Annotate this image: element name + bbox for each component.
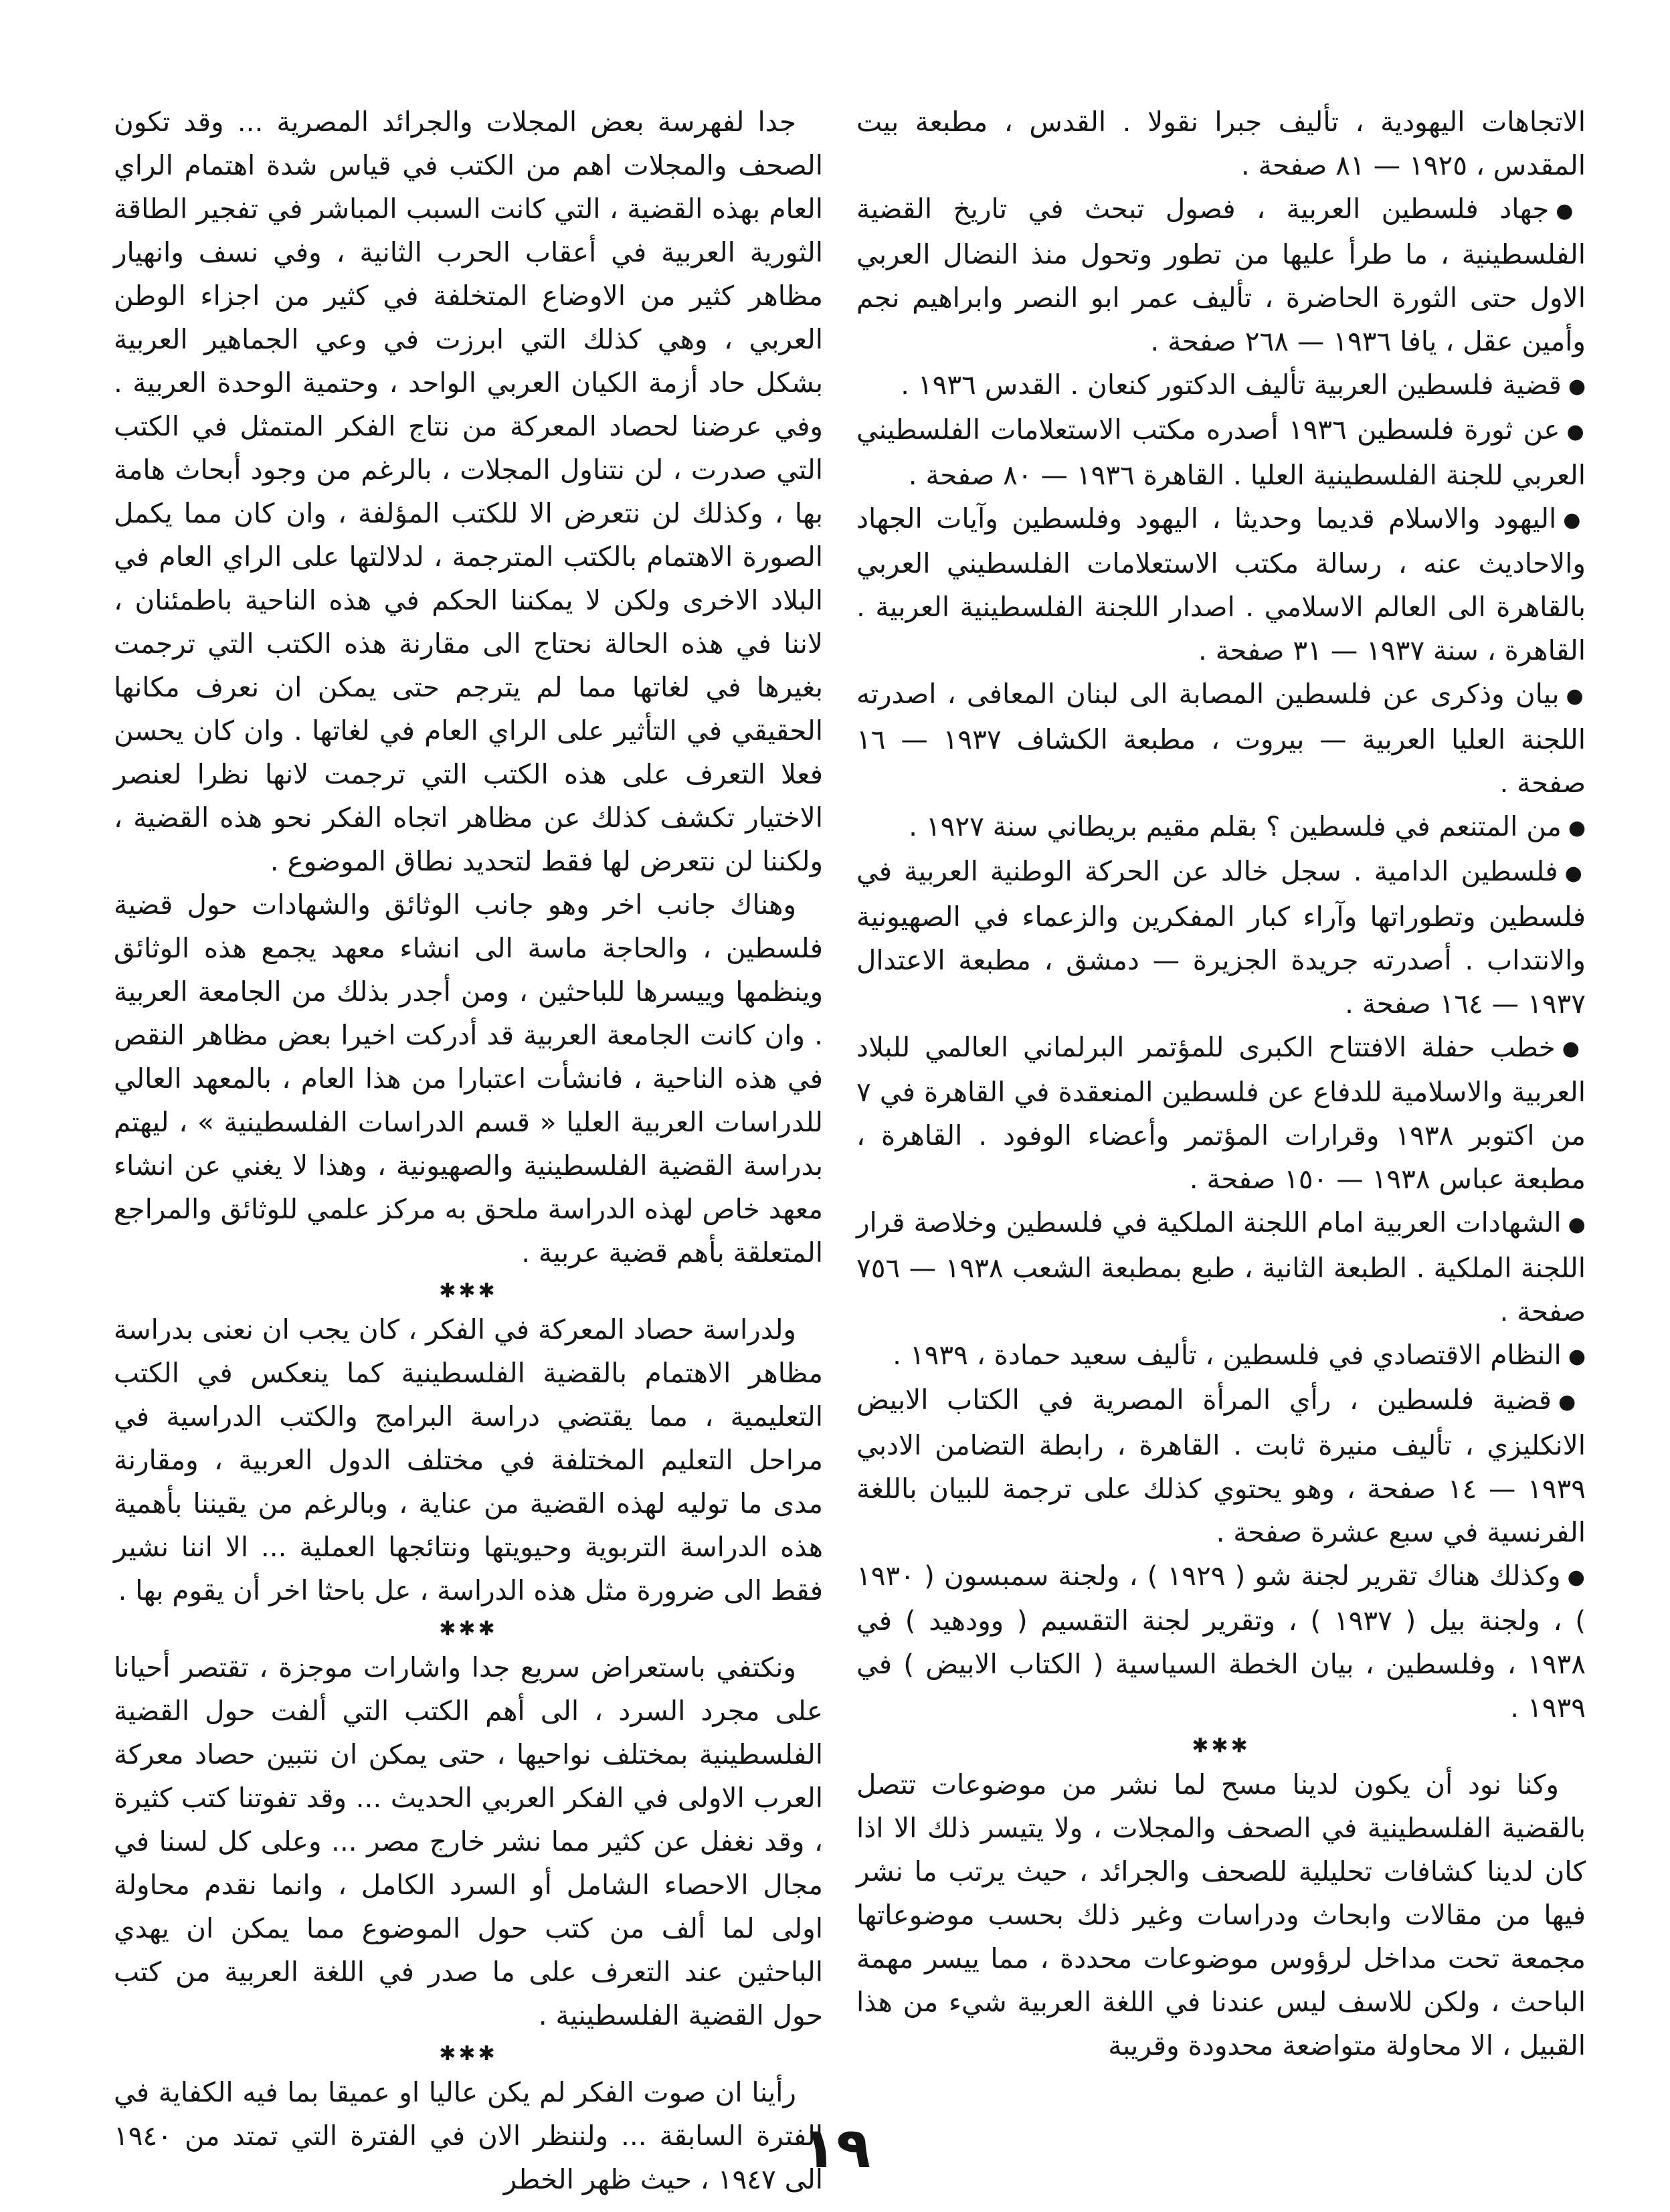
bullet-icon: ● xyxy=(1567,1566,1586,1589)
body-paragraph: رأينا ان صوت الفكر لم يكن عاليا او عميقا بما فيه الكفاية في الفترة السابقة ... ولننظر الان في الفترة التي تمتد من ١٩٤٠ الى ١٩٤٧ ، حيث ظهر الخطر xyxy=(114,2076,823,2195)
body-paragraph: جدا لفهرسة بعض المجلات والجرائد المصرية ... وقد تكون الصحف والمجلات اهم من الكتب في قياس شدة اهتمام الراي العام بهذه القضية ، التي كانت السبب المباشر في تفجير الطاقة الثورية العربية في أعقاب الحرب الثانية ، وفي نسف وانهيار مظاهر كثير من الاوضاع المتخلفة في كثير من اجزاء الوطن العربي ، وهي كذلك التي ابرزت في وعي الجماهير العربية بشكل حاد أزمة الكيان العربي الواحد ، وحتمية الوحدة العربية . وفي عرضنا لحصاد المعركة من نتاج الفكر المتمثل في الكتب التي صدرت ، لن نتناول المجلات ، بالرغم من وجود أبحاث هامة بها ، وكذلك لن نتعرض الا للكتب المؤلفة ، وان كان مما يكمل الصورة الاهتمام بالكتب المترجمة ، لدلالتها على الراي العام في البلاد الاخرى ولكن لا يمكننا الحكم في هذه الناحية باطمئنان ، لاننا في هذه الحالة نحتاج الى مقارنة هذه الكتب التي ترجمت بغيرها في لغاتها مما لم يترجم حتى يمكن ان نعرف مكانها الحقيقي في التأثير على الراي العام في لغاتها . وان كان يحسن فعلا التعرف على هذه الكتب التي ترجمت لانها نظرا لعنصر الاختيار تكشف كذلك عن مظاهر اتجاه الفكر نحو هذه القضية ، ولكننا لن نتعرض لها فقط لتحديد نطاق الموضوع . xyxy=(114,106,823,877)
section-separator: ✱✱✱ xyxy=(1192,1734,1250,1758)
section-separator: ✱✱✱ xyxy=(439,2042,498,2065)
bullet-icon: ● xyxy=(1568,1345,1586,1368)
body-paragraph: ونكتفي باستعراض سريع جدا واشارات موجزة ، تقتصر أحيانا على مجرد السرد ، الى أهم الكتب التي ألفت حول القضية الفلسطينية بمختلف نواحيها ، حتى يمكن ان نتبين حصاد معركة العرب الاولى في الفكر العربي الحديث ... وقد تفوتنا كتب كثيرة ، وقد نغفل عن كثير مما نشر خارج مصر ... وعلى كل لسنا في مجال الاحصاء الشامل أو السرد الكامل ، وانما نقدم محاولة اولى لما ألف من كتب حول الموضوع مما يمكن ان يهدي الباحثين عند التعرف على ما صدر في اللغة العربية من كتب حول القضية الفلسطينية . xyxy=(114,1651,823,2031)
page-number: ١٩ xyxy=(802,2115,871,2181)
bullet-icon: ● xyxy=(1566,684,1586,708)
section-separator: ✱✱✱ xyxy=(439,1279,498,1303)
bibliography-entry: ●النظام الاقتصادي في فلسطين ، تأليف سعيد حمادة ، ١٩٣٩ . xyxy=(893,1338,1586,1371)
section-separator: ✱✱✱ xyxy=(439,1617,498,1641)
bibliography-entry: ●فلسطين الدامية . سجل خالد عن الحركة الوطنية العربية في فلسطين وتطوراتها وآراء كبار المفكرين والزعماء في الصهيونية والانتداب . أصدرته جريدة الجزيرة — دمشق ، مطبعة الاعتدال ١٩٣٧ — ١٦٤ صفحة . xyxy=(856,855,1586,1020)
bibliography-entry: الاتجاهات اليهودية ، تأليف جبرا نقولا . القدس ، مطبعة بيت المقدس ، ١٩٢٥ — ٨١ صفحة . xyxy=(856,106,1586,181)
bibliography-entry: ●اليهود والاسلام قديما وحديثا ، اليهود وفلسطين وآيات الجهاد والاحاديث عنه ، رسالة مكتب الاستعلامات الفلسطيني العربي بالقاهرة الى العالم الاسلامي . اصدار اللجنة الفلسطينية العربية . القاهرة ، سنة ١٩٣٧ — ٣١ صفحة . xyxy=(856,502,1586,666)
body-paragraph: ولدراسة حصاد المعركة في الفكر ، كان يجب ان نعنى بدراسة مظاهر الاهتمام بالقضية الفلسطينية كما ينعكس في الكتب التعليمية ، مما يقتضي دراسة البرامج والكتب الدراسية في مراحل التعليم المختلفة في مختلف الدول العربية ، ومقارنة مدى ما توليه لهذه القضية من عناية ، وبالرغم من يقيننا بأهمية هذه الدراسة التربوية وحيويتها ونتائجها العملية ... الا اننا نشير فقط الى ضرورة مثل هذه الدراسة ، عل باحثا اخر أن يقوم بها . xyxy=(114,1313,823,1606)
body-paragraph: وهناك جانب اخر وهو جانب الوثائق والشهادات حول قضية فلسطين ، والحاجة ماسة الى انشاء معهد يجمع هذه الوثائق وينظمها وييسرها للباحثين ، ومن أجدر بذلك من الجامعة العربية . وان كانت الجامعة العربية قد أدركت اخيرا بعض مظاهر النقص في هذه الناحية ، فانشأت اعتبارا من هذا العام ، بالمعهد العالي للدراسات العربية العليا « قسم الدراسات الفلسطينية » ، ليهتم بدراسة القضية الفلسطينية والصهيونية ، وهذا لا يغني عن انشاء معهد خاص لهذه الدراسة ملحق به مركز علمي للوثائق والمراجع المتعلقة بأهم قضية عربية . xyxy=(114,889,823,1269)
right-column xyxy=(856,100,1586,2128)
bullet-icon: ● xyxy=(1563,509,1586,532)
bibliography-entry: ●جهاد فلسطين العربية ، فصول تبحث في تاريخ القضية الفلسطينية ، ما طرأ عليها من تطور وتحول منذ النضال العربي الاول حتى الثورة الحاضرة ، تأليف عمر ابو النصر وابراهيم نجم وأمين عقل ، يافا ١٩٣٦ — ٢٦٨ صفحة . xyxy=(856,193,1586,357)
closing-paragraph: وكنا نود أن يكون لدينا مسح لما نشر من موضوعات تتصل بالقضية الفلسطينية في الصحف والمجلات ، ولا يتيسر ذلك الا اذا كان لدينا كشافات تحليلية للصحف والجرائد ، حيث يرتب ما نشر فيها من مقالات وابحاث ودراسات وغير ذلك بحسب موضوعاتها مجمعة تحت مداخل لرؤوس موضوعات محددة ، مما ييسر مهمة الباحث ، ولكن للاسف ليس عندنا في اللغة العربية شيء من هذا القبيل ، الا محاولة متواضعة محدودة وقريبة xyxy=(856,1768,1586,2061)
bibliography-entry: ●خطب حفلة الافتتاح الكبرى للمؤتمر البرلماني العالمي للبلاد العربية والاسلامية للدفاع عن فلسطين المنعقدة في القاهرة في ٧ من اكتوبر ١٩٣٨ وقرارات المؤتمر وأعضاء الوفود . القاهرة ، مطبعة عباس ١٩٣٨ — ١٥٠ صفحة . xyxy=(856,1030,1586,1195)
bullet-icon: ● xyxy=(1556,199,1586,223)
bibliography-entry: ●من المتنعم في فلسطين ؟ بقلم مقيم بريطاني سنة ١٩٢٧ . xyxy=(909,810,1586,842)
bibliography-entry: ●الشهادات العربية امام اللجنة الملكية في فلسطين وخلاصة قرار اللجنة الملكية . الطبعة الثانية ، طبع بمطبعة الشعب ١٩٣٨ — ٧٥٦ صفحة . xyxy=(856,1206,1586,1327)
bullet-icon: ● xyxy=(1568,1212,1586,1236)
bullet-icon: ● xyxy=(1568,816,1586,840)
bullet-icon: ● xyxy=(1558,1390,1586,1414)
bibliography-entry: ●وكذلك هناك تقرير لجنة شو ( ١٩٢٩ ) ، ولجنة سمبسون ( ١٩٣٠ ) ، ولجنة بيل ( ١٩٣٧ ) ، وتقرير لجنة التقسيم ( وودهيد ) في ١٩٣٨ ، وفلسطين ، بيان الخطة السياسية ( الكتاب الابيض ) في ١٩٣٩ . xyxy=(856,1559,1586,1724)
bullet-icon: ● xyxy=(1566,420,1586,444)
bullet-icon: ● xyxy=(1564,861,1586,885)
bibliography-entry: ●قضية فلسطين العربية تأليف الدكتور كنعان . القدس ١٩٣٦ . xyxy=(901,368,1586,401)
bullet-icon: ● xyxy=(1568,375,1586,398)
bullet-icon: ● xyxy=(1562,1037,1586,1061)
left-column xyxy=(114,100,823,2195)
bibliography-entry: ●عن ثورة فلسطين ١٩٣٦ أصدره مكتب الاستعلامات الفلسطيني العربي للجنة الفلسطينية العليا . القاهرة ١٩٣٦ — ٨٠ صفحة . xyxy=(856,413,1586,491)
bibliography-entry: ●قضية فلسطين ، رأي المرأة المصرية في الكتاب الابيض الانكليزي ، تأليف منيرة ثابت . القاهرة ، رابطة التضامن الادبي ١٩٣٩ — ١٤ صفحة ، وهو يحتوي كذلك على ترجمة للبيان باللغة الفرنسية في سبع عشرة صفحة . xyxy=(856,1384,1586,1548)
bibliography-entry: ●بيان وذكرى عن فلسطين المصابة الى لبنان المعافى ، اصدرته اللجنة العليا العربية — بيروت ، مطبعة الكشاف ١٩٣٧ — ١٦ صفحة . xyxy=(856,678,1586,799)
